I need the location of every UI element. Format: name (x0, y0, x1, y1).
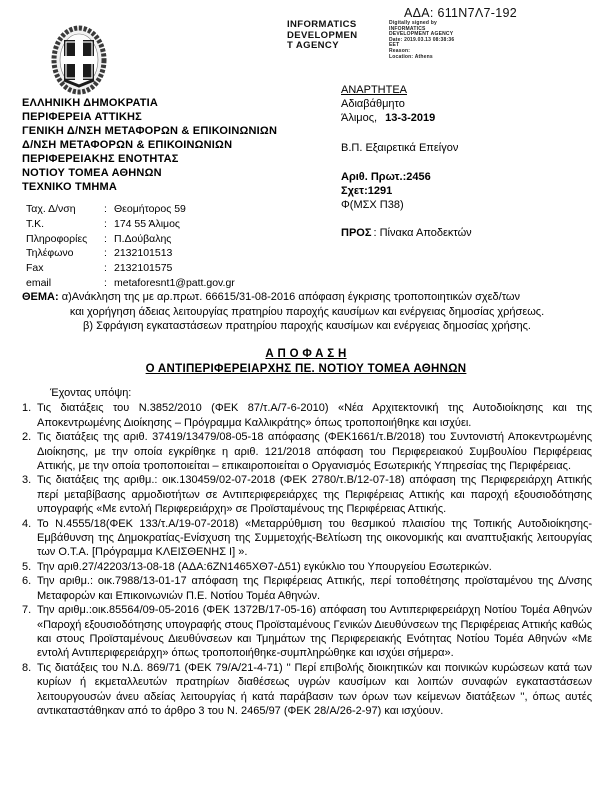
anartitea-label: ΑΝΑΡΤΗΤΕΑ (341, 84, 408, 96)
list-item: 3. Τις διατάξεις της αριθμ.: οικ.130459/02-07-2018 (ΦΕΚ 2780/τ.Β/12-07-18) απόφαση της Περιφερειάρχη Αττικής περί μεταβίβασης αρμοδιοτήτων σε Αντιπεριφερειάρχες της Περιφέρειας Αττικής και παροχή εξουσιοδότησης υπογραφής «Με εντολή Περιφερειάρχη» σε Προϊσταμένους της Περιφέρειας Αττικής. (22, 474, 592, 516)
document-date: 13-3-2019 (385, 112, 436, 124)
list-item: 2. Τις διατάξεις της αριθ. 37419/13479/08-05-18 απόφασης (ΦΕΚ1661/τ.Β/2018) του Συντονιστή Αποκεντρωμένης Διοίκησης, με την οποία εγκρίθηκε η αριθ. 121/2018 απόφαση του Περιφερειακού Συμβουλίου Περιφέρειας Αττικής, με την οποία τροποποιείται – επικαιροποιείται ο Οργανισμός Εσωτερικής Υπηρεσίας της Περιφέρειας. (22, 431, 592, 473)
contact-row-address: Ταχ. Δ/νση : Θεομήτορος 59 (26, 203, 186, 215)
document-meta (341, 83, 472, 240)
subject-label: ΘΕΜΑ: (22, 291, 59, 303)
digital-signature-stamp (287, 20, 454, 60)
considerations-intro: Έχοντας υπόψη: (50, 387, 132, 399)
sender-line: ΤΕΧΝΙΚΟ ΤΜΗΜΑ (22, 181, 117, 193)
contact-value: 2132101575 (114, 262, 173, 275)
subject-block (22, 290, 592, 334)
list-item: 1. Τις διατάξεις του Ν.3852/2010 (ΦΕΚ 87/τ.Α/7-6-2010) «Νέα Αρχιτεκτονική της Αυτοδιοίκησης και της Αποκεντρωμένης Διοίκησης – Πρόγραμμα Καλλικράτης» όπως τροποποιήθηκε και ισχύει. (22, 402, 592, 429)
subject-line-3: β) Σφράγιση εγκαταστάσεων πρατηρίου παροχής καυσίμων και ενέργειας δημοσίας χρήσης. (83, 320, 531, 333)
decision-subtitle: Ο ΑΝΤΙΠΕΡΙΦΕΡΕΙΑΡΧΗΣ ΠΕ. ΝΟΤΙΟΥ ΤΟΜΕΑ ΑΘΗΝΩΝ (145, 362, 467, 375)
contact-value: 174 55 Άλιμος (114, 217, 180, 230)
sender-header (22, 96, 277, 194)
place: Άλιμος, (341, 112, 378, 124)
place-date-line (341, 111, 472, 125)
classification-label: Αδιαβάθμητο (341, 98, 405, 110)
sender-line: ΝΟΤΙΟΥ ΤΟΜΕΑ ΑΘΗΝΩΝ (22, 167, 162, 179)
sender-line: ΠΕΡΙΦΕΡΕΙΑ ΑΤΤΙΚΗΣ (22, 111, 142, 123)
stamp-agency-line: T AGENCY (287, 40, 339, 51)
stamp-agency-line: DEVELOPMEN (287, 29, 358, 41)
recipient-line (341, 226, 472, 240)
decision-title: Α Π Ο Φ Α Σ Η (265, 348, 347, 360)
list-item: 7. Την αριθμ.:οικ.85564/09-05-2016 (ΦΕΚ 1372Β/17-05-16) απόφαση του Αντιπεριφερειάρχη Νοτίου Τομέα Αθηνών «Παροχή εξουσιοδότησης υπογραφής στους Προϊσταμένους Γενικών Διευθύνσεων της Περιφέρειας Αττικής καθώς και στους Προϊσταμένους Διευθύνσεων και Τμημάτων της Περιφερειακής Ενότητας Νοτίου Τομέα Αθηνών «Με εντολή Αντιπεριφερειάρχη» όπως τροποποιήθηκε-συμπληρώθηκε και ισχύει σήμερα». (22, 604, 592, 660)
contact-row-info-person: Πληροφορίες : Π.Δούβαλης (26, 232, 172, 245)
ada-code: ΑΔΑ: 611Ν7Λ7-192 (404, 6, 517, 20)
stamp-signature-details: Digitally signed by INFORMATICS DEVELOPMENT AGENCY Date: 2019.03.13 08:38:36 EET Reason: Location: Athens (389, 20, 455, 60)
to-label: ΠΡΟΣ (341, 227, 372, 239)
decision-heading (0, 347, 612, 376)
greek-coat-of-arms-icon (50, 24, 108, 96)
contact-value: Θεομήτορος 59 (114, 203, 186, 215)
list-item: 8. Τις διατάξεις του Ν.Δ. 869/71 (ΦΕΚ 79/Α/21-4-71) '' Περί επιβολής διοικητικών και ποινικών κυρώσεων κατά των κυρίων ή εκμεταλλευτών πρατηρίων διαθέσεως υγρών καυσίμων και λοιπών συναφών εγκαταστάσεων λειτουργουσών άνευ αδείας λειτουργίας ή κατά παράβασιν των όρων των κείμενων διατάξεων '', όπως αυτές αντικαταστάθηκαν από το άρθρο 3 του Ν. 2465/97 (ΦΕΚ 28/Α/26-2-97) και ισχύουν. (22, 661, 592, 717)
sender-line: Δ/ΝΣΗ ΜΕΤΑΦΟΡΩΝ & ΕΠΙΚΟΙΝΩΝΙΩΝ (22, 139, 233, 151)
contact-value: metaforesnt1@patt.gov.gr (114, 276, 235, 289)
to-value: : Πίνακα Αποδεκτών (373, 227, 472, 239)
list-item: 6. Την αριθμ.: οικ.7988/13-01-17 απόφαση της Περιφέρειας Αττικής, περί τοποθέτησης προϊσταμένου της Δ/νσης Μεταφορών και Επικοινωνιών Π.Ε. Νοτίου Τομέα Αθηνών. (22, 575, 592, 602)
subject-line-1: ΘΕΜΑ: α)Ανάκληση της με αρ.πρωτ. 66615/31-08-2016 απόφαση έγκρισης τροποποιητικών σχεδ/των (22, 291, 521, 303)
contact-value: 2132101513 (114, 247, 173, 260)
subject-line-2: και χορήγηση άδειας λειτουργίας πρατηρίου παροχής καυσίμων και ενέργειας δημοσίας χρήσεως. (69, 305, 545, 318)
contact-value: Π.Δούβαλης (114, 232, 172, 245)
stamp-agency-line: INFORMATICS (287, 19, 357, 30)
file-reference: Φ(ΜΣΧ Π38) (341, 199, 404, 211)
contact-row-postcode: Τ.Κ. : 174 55 Άλιμος (26, 217, 180, 230)
sender-line: ΓΕΝΙΚΗ Δ/ΝΣΗ ΜΕΤΑΦΟΡΩΝ & ΕΠΙΚΟΙΝΩΝΙΩΝ (22, 125, 278, 137)
considerations-list (22, 386, 592, 718)
contact-row-fax: Fax : 2132101575 (26, 262, 173, 275)
sender-line: ΠΕΡΙΦΕΡΕΙΑΚΗΣ ΕΝΟΤΗΤΑΣ (22, 153, 179, 165)
contact-row-email: email : metaforesnt1@patt.gov.gr (26, 276, 235, 289)
sender-line: ΕΛΛΗΝΙΚΗ ΔΗΜΟΚΡΑΤΙΑ (22, 97, 159, 109)
contact-info (26, 202, 235, 291)
stamp-agency-name (287, 20, 387, 60)
contact-row-phone: Τηλέφωνο : 2132101513 (26, 247, 173, 260)
list-item: 5. Την αριθ.27/42203/13-08-18 (ΑΔΑ:6ΖΝ1465ΧΘ7-Δ51) εγκύκλιο του Υπουργείου Εσωτερικών. (22, 560, 492, 573)
list-item: 4. Το Ν.4555/18(ΦΕΚ 133/τ.Α/19-07-2018) «Μεταρρύθμιση του θεσμικού πλαισίου της Τοπικής Αυτοδιοίκησης-Εμβάθυνση της Δημοκρατίας-Ενίσχυση της Συμμετοχής-Βελτίωση της οικονομικής και αναπτυξιακής λειτουργίας των Ο.Τ.Α. [Πρόγραμμα ΚΛΕΙΣΘΕΝΗΣ Ι] ». (22, 517, 592, 559)
related-number: Σχετ:1291 (341, 185, 393, 197)
urgency-label: Β.Π. Εξαιρετικά Επείγον (341, 142, 459, 154)
protocol-number: Αριθ. Πρωτ.:2456 (341, 171, 431, 183)
